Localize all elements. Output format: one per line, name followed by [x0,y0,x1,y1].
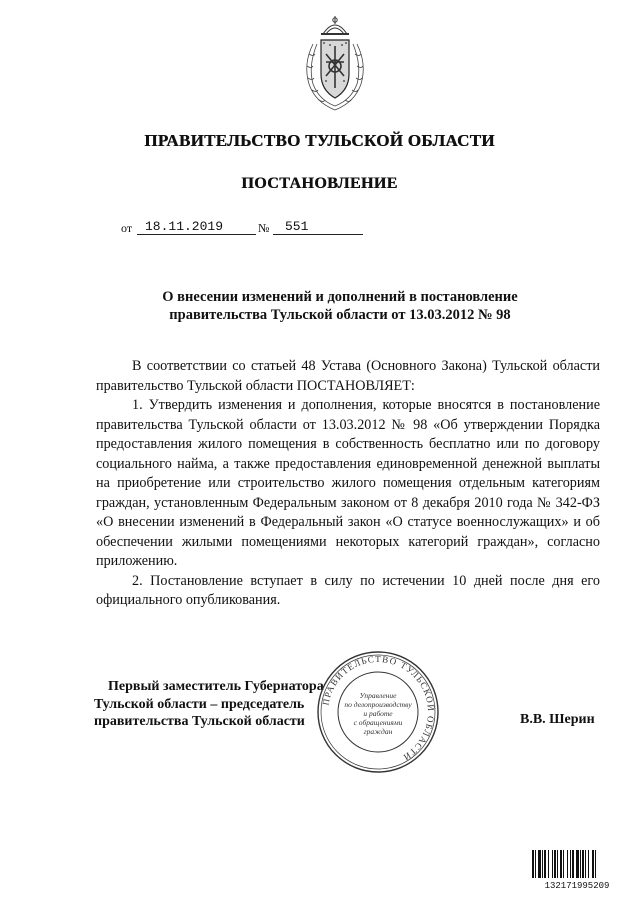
government-title: ПРАВИТЕЛЬСТВО ТУЛЬСКОЙ ОБЛАСТИ [144,131,495,150]
document-number: 551 [285,219,309,234]
date-underline [137,234,256,235]
signer-name: В.В. Шерин [520,712,595,727]
barcode-bar [576,850,579,878]
barcode-bar [570,850,571,878]
barcode-bar [538,850,541,878]
stamp-center-line-4: с обращениями [353,718,403,727]
signer-position-line-3: правительства Тульской области [94,714,305,729]
barcode-bar [544,850,546,878]
barcode-bar [595,850,596,878]
official-stamp [316,650,440,774]
barcode-bar [557,850,558,878]
number-underline [273,234,363,235]
barcode-bar [535,850,536,878]
document-body [96,357,600,611]
document-type: ПОСТАНОВЛЕНИЕ [241,175,398,192]
barcode-bar [554,850,556,878]
document-subject [140,288,540,324]
number-label: № [258,221,270,235]
stamp-ring-text: ПРАВИТЕЛЬСТВО ТУЛЬСКОЙ ОБЛАСТИ [320,653,437,763]
document-date: 18.11.2019 [145,219,224,234]
barcode-bar [585,850,586,878]
signer-position-line-2: Тульской области – председатель [94,696,305,712]
barcode-bar [567,850,568,878]
date-label: от [121,221,133,235]
registration-line [121,219,371,237]
barcode-bar [580,850,581,878]
signer-position-line-1: Первый заместитель Губернатора [108,679,324,694]
subject-line-1: О внесении изменений и дополнений в постановление [162,289,518,305]
barcode-bar [588,850,589,878]
stamp-center-line-1: Управление [359,691,397,700]
barcode-bar [560,850,562,878]
signer-position [94,678,324,731]
barcode-number: 132171995209 [544,881,610,890]
barcode-bar [592,850,594,878]
stamp-center-line-2: по делопроизводству [344,700,412,709]
barcode-bar [582,850,584,878]
body-paragraph-item-2: 2. Постановление вступает в силу по истечении 10 дней после дня его официального опубликования. [96,572,600,608]
barcode [531,850,623,890]
barcode-bar [563,850,564,878]
barcode-bar [542,850,543,878]
body-paragraph-preamble: В соответствии со статьей 48 Устава (Основного Закона) Тульской области правительство Тульской области ПОСТАНОВЛЯЕТ: [96,358,600,394]
coat-of-arms-emblem [299,14,371,114]
barcode-bar [572,850,574,878]
barcode-bar [552,850,553,878]
stamp-center-line-5: граждан [363,727,393,736]
body-paragraph-item-1: 1. Утвердить изменения и дополнения, которые вносятся в постановление правительства Тульской области от 13.03.2012 № 98 «Об утверждении Порядка предоставления жилого помещения в собственность бесплатно или по договору социального найма, а также предоставления единовременной денежной выплаты на приобретение или строительство жилого помещения отдельным категориям граждан, установленным Федеральным законом от 8 декабря 2010 года № 342-ФЗ «О внесении изменений в Федеральный закон «О статусе военнослужащих» и об обеспечении жилыми помещениями некоторых категорий граждан», согласно приложению. [96,397,600,569]
subject-line-2: правительства Тульской области от 13.03.2012 № 98 [169,307,511,323]
stamp-center-line-3: и работе [363,709,393,718]
barcode-bar [532,850,534,878]
barcode-bar [548,850,549,878]
